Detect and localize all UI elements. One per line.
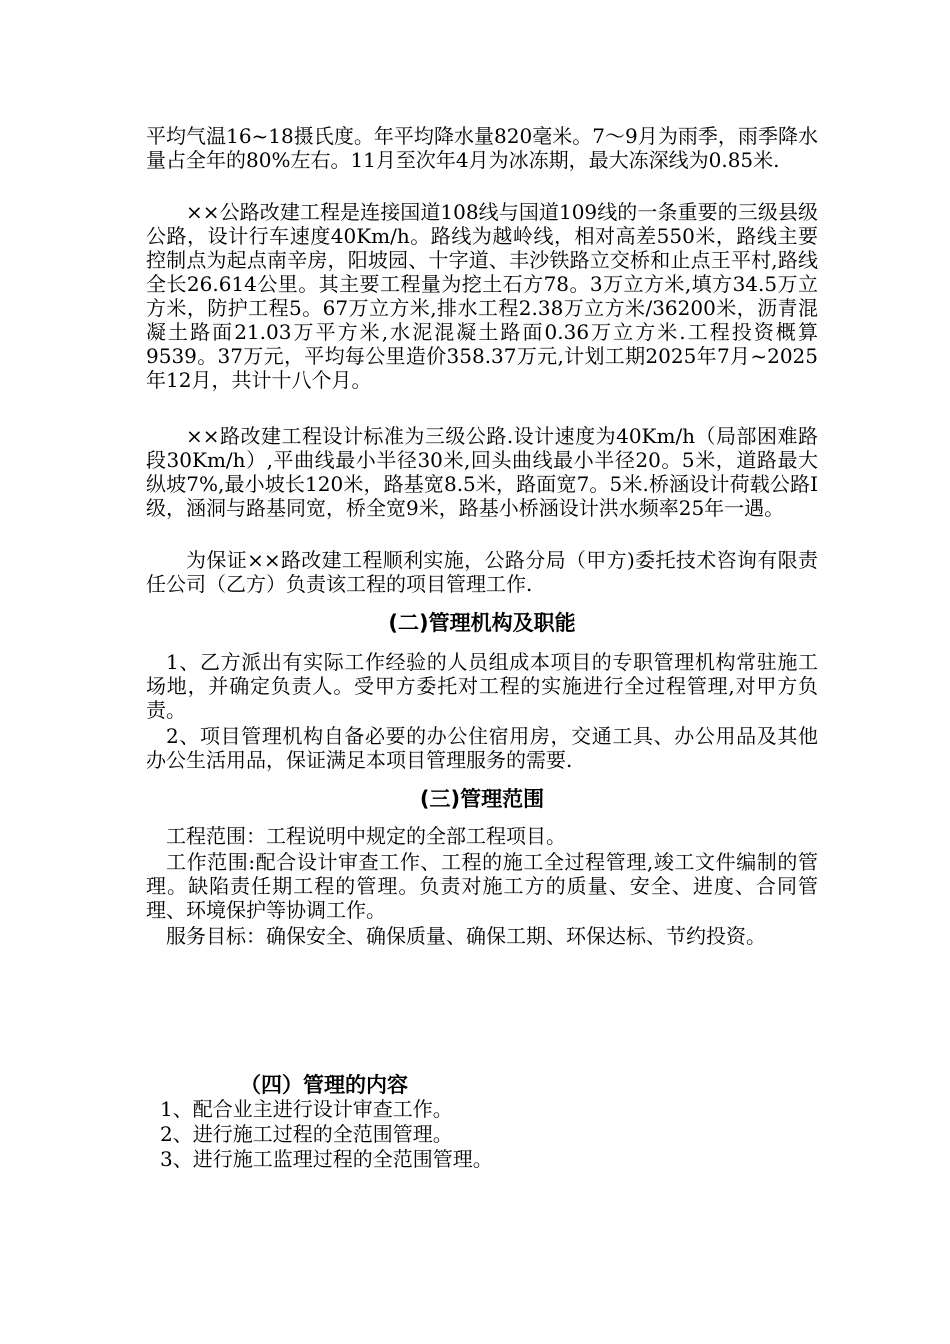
organization-item-2: 2、项目管理机构自备必要的办公住宿用房，交通工具、办公用品及其他办公生活用品，保证满足本项目管理服务的需要.	[146, 724, 818, 772]
section-heading-content: （四）管理的内容	[240, 1073, 408, 1097]
content-item-3: 3、进行施工监理过程的全范围管理。	[160, 1147, 493, 1171]
content-item-1: 1、配合业主进行设计审查工作。	[160, 1097, 453, 1121]
scope-engineering: 工程范围：工程说明中规定的全部工程项目。	[166, 824, 566, 848]
organization-item-1: 1、乙方派出有实际工作经验的人员组成本项目的专职管理机构常驻施工场地，并确定负责人。受甲方委托对工程的实施进行全过程管理,对甲方负责。	[146, 650, 818, 722]
section-heading-scope: (三)管理范围	[419, 787, 545, 811]
section-heading-organization: (二)管理机构及职能	[388, 611, 576, 635]
entrustment-paragraph: 为保证××路改建工程顺利实施，公路分局（甲方)委托技术咨询有限责任公司（乙方）负责该工程的项目管理工作.	[146, 548, 818, 596]
scope-work: 工作范围:配合设计审查工作、工程的施工全过程管理,竣工文件编制的管理。缺陷责任期工程的管理。负责对施工方的质量、安全、进度、合同管理、环境保护等协调工作。	[146, 850, 818, 922]
scope-service-goal: 服务目标：确保安全、确保质量、确保工期、环保达标、节约投资。	[166, 924, 766, 948]
project-overview-paragraph: ××公路改建工程是连接国道108线与国道109线的一条重要的三级县级公路，设计行车速度40Km/h。路线为越岭线，相对高差550米，路线主要控制点为起点南辛房，阳坡园、十字道、丰沙铁路立交桥和止点王平村,路线全长26.614公里。其主要工程量为挖土石方78。3万立方米,填方34.5万立方米，防护工程5。67万立方米,排水工程2.38万立方米/36200米，沥青混凝土路面21.03万平方米,水泥混凝土路面0.36万立方米.工程投资概算9539。37万元，平均每公里造价358.37万元,计划工期2025年7月~2025年12月，共计十八个月。	[146, 200, 818, 392]
climate-paragraph: 平均气温16~18摄氏度。年平均降水量820毫米。7～9月为雨季，雨季降水量占全年的80%左右。11月至次年4月为冰冻期，最大冻深线为0.85米.	[146, 124, 818, 172]
design-standard-paragraph: ××路改建工程设计标准为三级公路.设计速度为40Km/h（局部困难路段30Km/h）,平曲线最小半径30米,回头曲线最小半径20。5米，道路最大纵坡7%,最小坡长120米，路基宽8.5米，路面宽7。5米.桥涵设计荷载公路I级，涵洞与路基同宽，桥全宽9米，路基小桥涵设计洪水频率25年一遇。	[146, 424, 818, 520]
content-item-2: 2、进行施工过程的全范围管理。	[160, 1122, 453, 1146]
